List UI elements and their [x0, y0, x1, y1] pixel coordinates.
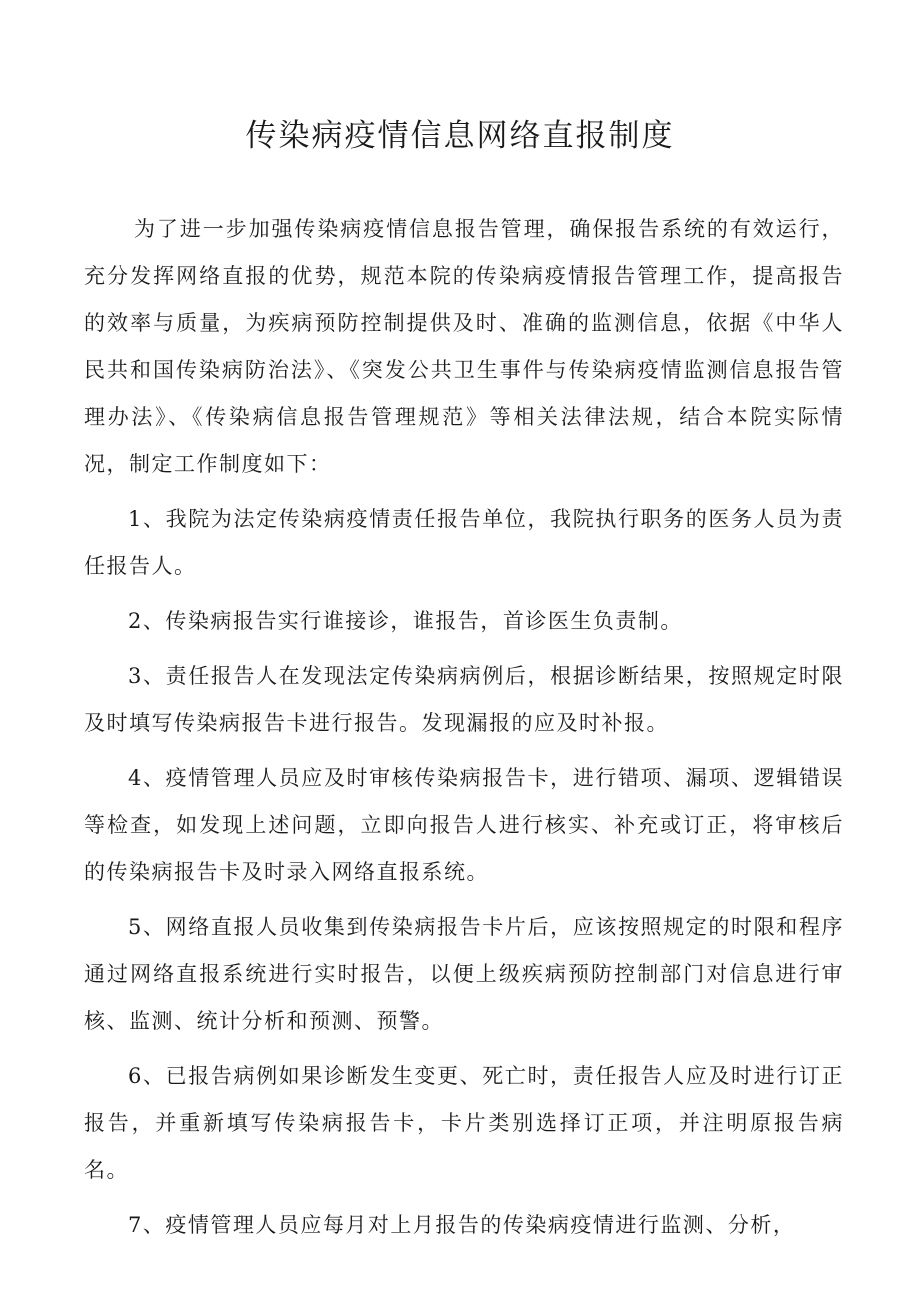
- rule-item-7: 7、疫情管理人员应每月对上月报告的传染病疫情进行监测、分析，: [128, 1213, 796, 1237]
- rule-item-4: 4、疫情管理人员应及时审核传染病报告卡，进行错项、漏项、逻辑错误等检查，如发现上述问题，立即向报告人进行核实、补充或订正，将审核后的传染病报告卡及时录入网络直报系统。: [84, 766, 844, 884]
- rule-item-3: 3、责任报告人在发现法定传染病病例后，根据诊断结果，按照规定时限及时填写传染病报告卡进行报告。发现漏报的应及时补报。: [84, 664, 844, 735]
- rule-item-1: 1、我院为法定传染病疫情责任报告单位，我院执行职务的医务人员为责任报告人。: [84, 507, 844, 578]
- rule-item-6: 6、已报告病例如果诊断发生变更、死亡时，责任报告人应及时进行订正报告，并重新填写传染病报告卡，卡片类别选择订正项，并注明原报告病名。: [84, 1064, 844, 1182]
- document-title: 传染病疫情信息网络直报制度: [245, 118, 675, 154]
- rule-item-5: 5、网络直报人员收集到传染病报告卡片后，应该按照规定的时限和程序通过网络直报系统进行实时报告，以便上级疾病预防控制部门对信息进行审核、监测、统计分析和预测、预警。: [84, 915, 844, 1033]
- intro-paragraph: 为了进一步加强传染病疫情信息报告管理，确保报告系统的有效运行，充分发挥网络直报的优势，规范本院的传染病疫情报告管理工作，提高报告的效率与质量，为疾病预防控制提供及时、准确的监测信息，依据《中华人民共和国传染病防治法》、《突发公共卫生事件与传染病疫情监测信息报告管理办法》、《传染病信息报告管理规范》等相关法律法规，结合本院实际情况，制定工作制度如下：: [84, 217, 844, 476]
- rule-item-2: 2、传染病报告实行谁接诊，谁报告，首诊医生负责制。: [128, 609, 683, 633]
- document-body: [84, 206, 844, 1249]
